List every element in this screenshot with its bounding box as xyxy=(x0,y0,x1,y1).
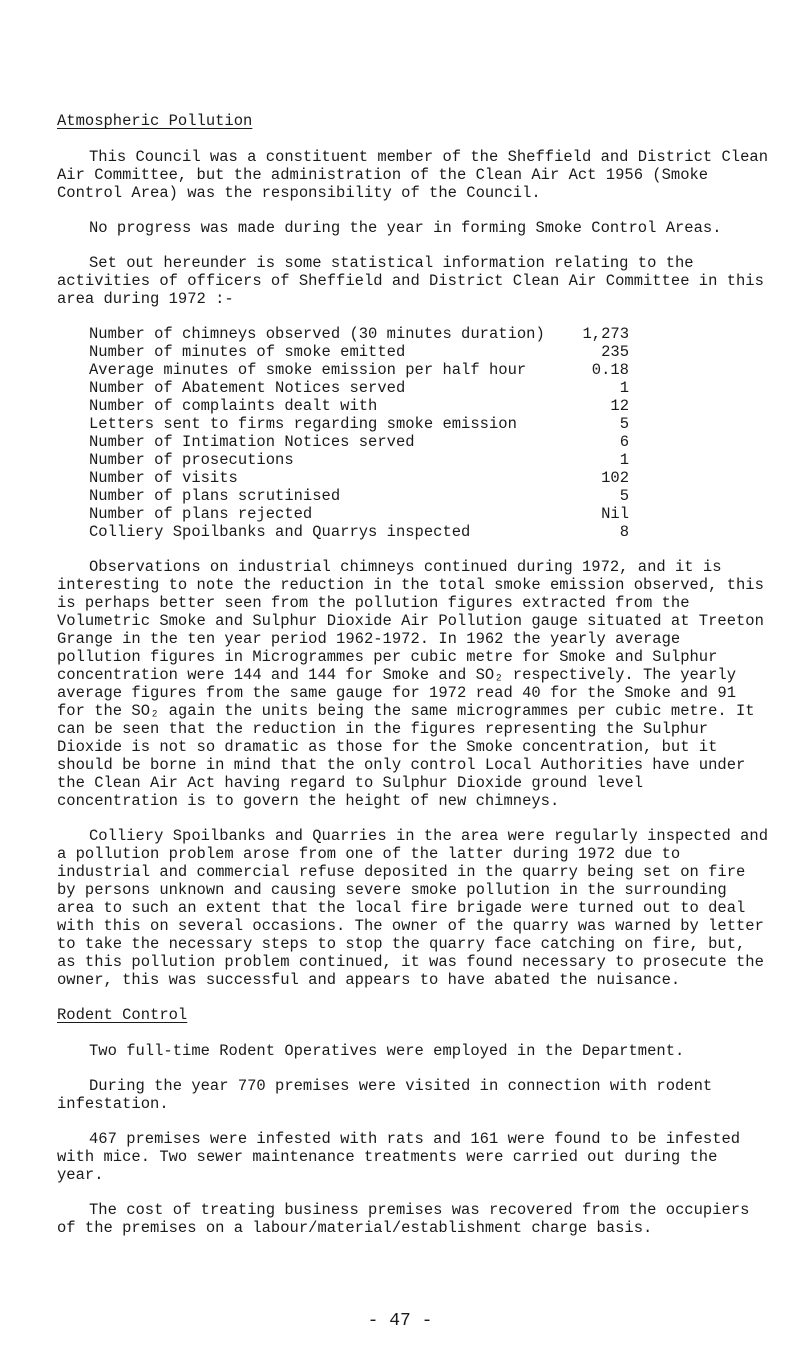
stat-label: Number of visits xyxy=(89,469,238,487)
atmospheric-paragraph-5: Colliery Spoilbanks and Quarries in the area were regularly inspected and a pollution problem arose from one of the latter during 1972 due to industrial and commercial refuse deposited in the quarry being set on fire by persons unknown and causing severe smoke pollution in the surrounding area to such an extent that the local fire brigade were turned out to deal with this on several occasions. The owner of the quarry was warned by letter to take the necessary steps to stop the quarry face catching on fire, but, as this pollution problem continued, it was found necessary to prosecute the owner, this was successful and appears to have abated the nuisance. xyxy=(57,827,769,989)
atmospheric-paragraph-3: Set out hereunder is some statistical information relating to the activities of officers of Sheffield and District Clean Air Committee in this area during 1972 :- xyxy=(57,254,764,308)
stat-value: 1 xyxy=(619,379,629,397)
stat-value: 102 xyxy=(601,469,629,487)
statistics-table xyxy=(89,325,629,541)
rodent-paragraph-1: Two full-time Rodent Operatives were employed in the Department. xyxy=(89,1042,685,1060)
stat-value: 0.18 xyxy=(591,361,629,379)
stat-value: Nil xyxy=(601,505,629,523)
stat-value: 235 xyxy=(601,343,629,361)
stat-value: 6 xyxy=(619,433,629,451)
stat-label: Number of minutes of smoke emitted xyxy=(89,343,406,361)
stat-label: Letters sent to firms regarding smoke emission xyxy=(89,415,517,433)
stat-row xyxy=(89,487,629,505)
rodent-paragraph-4: The cost of treating business premises was recovered from the occupiers of the premises on a labour/material/establishment charge basis. xyxy=(57,1201,750,1237)
stat-label: Colliery Spoilbanks and Quarrys inspected xyxy=(89,523,471,541)
stat-value: 1 xyxy=(619,451,629,469)
stat-label: Number of Intimation Notices served xyxy=(89,433,415,451)
stat-row xyxy=(89,505,629,523)
rodent-paragraph-2: During the year 770 premises were visited in connection with rodent infestation. xyxy=(57,1077,713,1113)
rodent-control-heading: Rodent Control xyxy=(57,1006,188,1024)
stat-row xyxy=(89,343,629,361)
page-number: - 47 - xyxy=(367,1311,433,1331)
stat-label: Number of plans rejected xyxy=(89,505,313,523)
stat-row xyxy=(89,469,629,487)
stat-row xyxy=(89,451,629,469)
stat-value: 5 xyxy=(619,415,629,433)
stat-row xyxy=(89,433,629,451)
stat-row xyxy=(89,415,629,433)
stat-row xyxy=(89,523,629,541)
stat-row xyxy=(89,379,629,397)
atmospheric-pollution-heading: Atmospheric Pollution xyxy=(57,112,253,130)
stat-label: Number of chimneys observed (30 minutes duration) xyxy=(89,325,545,343)
atmospheric-paragraph-4: Observations on industrial chimneys continued during 1972, and it is interesting to note the reduction in the total smoke emission observed, this is perhaps better seen from the pollution figures extracted from the Volumetric Smoke and Sulphur Dioxide Air Pollution gauge situated at Treeton Grange in the ten year period 1962-1972. In 1962 the yearly average pollution figures in Microgrammes per cubic metre for Smoke and Sulphur concentration were 144 and 144 for Smoke and SO₂ respectively. The yearly average figures from the same gauge for 1972 read 40 for the Smoke and 91 for the SO₂ again the units being the same microgrammes per cubic metre. It can be seen that the reduction in the figures representing the Sulphur Dioxide is not so dramatic as those for the Smoke concentration, but it should be borne in mind that the only control Local Authorities have under the Clean Air Act having regard to Sulphur Dioxide ground level concentration is to govern the height of new chimneys. xyxy=(57,558,764,810)
stat-value: 1,273 xyxy=(582,325,629,343)
stat-row xyxy=(89,361,629,379)
stat-row xyxy=(89,325,629,343)
stat-label: Average minutes of smoke emission per half hour xyxy=(89,361,527,379)
stat-label: Number of plans scrutinised xyxy=(89,487,341,505)
stat-value: 5 xyxy=(619,487,629,505)
stat-value: 8 xyxy=(619,523,629,541)
stat-label: Number of prosecutions xyxy=(89,451,294,469)
atmospheric-paragraph-1: This Council was a constituent member of the Sheffield and District Clean Air Committee, but the administration of the Clean Air Act 1956 (Smoke Control Area) was the responsibility of the Council. xyxy=(57,148,769,202)
stat-label: Number of complaints dealt with xyxy=(89,397,378,415)
stat-value: 12 xyxy=(610,397,629,415)
atmospheric-paragraph-2: No progress was made during the year in forming Smoke Control Areas. xyxy=(89,219,722,237)
stat-label: Number of Abatement Notices served xyxy=(89,379,406,397)
stat-row xyxy=(89,397,629,415)
document-page xyxy=(57,112,772,1254)
rodent-paragraph-3: 467 premises were infested with rats and 161 were found to be infested with mice. Two sewer maintenance treatments were carried out during the year. xyxy=(57,1130,741,1184)
